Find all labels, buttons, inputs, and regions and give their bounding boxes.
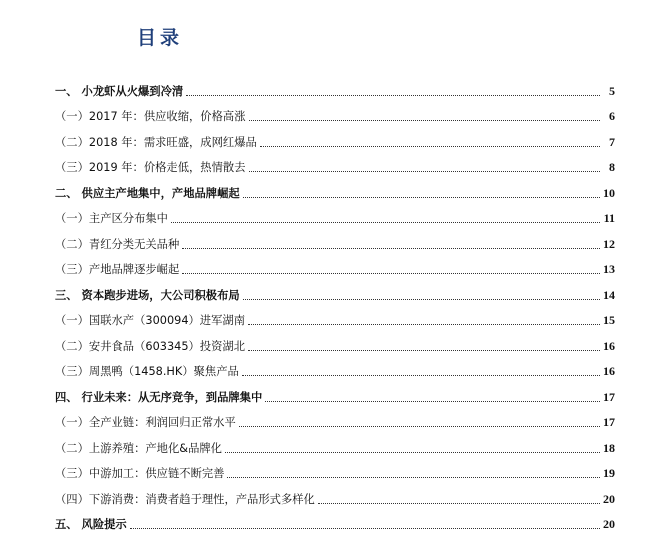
dot-leader [182,247,600,249]
toc-page-number: 7 [609,134,615,149]
toc-entry-text: （一）主产区分布集中 [55,212,168,225]
toc-section-link[interactable] [55,303,615,329]
toc-page-number: 20 [603,517,615,531]
toc-chapter-link[interactable] [55,379,615,405]
dot-leader [186,94,600,96]
toc-entry-text: （一）全产业链：利润回归正常水平 [55,416,236,429]
toc-page-number: 5 [609,83,615,98]
toc-section-link[interactable] [55,354,615,380]
toc-page-number: 11 [603,211,615,225]
dot-leader [318,502,600,504]
dot-leader [265,400,600,402]
toc-entry-text: （三）产地品牌逐步崛起 [55,263,180,276]
toc-entry-text: 一、 小龙虾从火爆到冷清 [55,84,184,98]
dot-leader [249,119,601,121]
toc-section-link[interactable] [55,226,615,252]
toc-page-number: 16 [603,338,615,353]
dot-leader [243,298,600,300]
toc-entry-text: （三）周黑鸭（1458.HK）聚焦产品 [55,365,239,378]
toc-entry-text: （三）中游加工：供应链不断完善 [55,467,225,480]
toc-page-number: 13 [603,262,615,276]
toc-section-link[interactable] [55,405,615,431]
toc-entry-text: 二、 供应主产地集中，产地品牌崛起 [55,186,240,200]
toc-page-number: 10 [603,185,615,200]
toc-entry-text: （一）2017 年：供应收缩，价格高涨 [55,110,246,123]
toc-page-number: 20 [603,491,615,506]
toc-section-link[interactable] [55,430,615,456]
dot-leader [227,476,600,478]
toc-page-number: 14 [603,287,615,302]
dot-leader [260,145,600,147]
dot-leader [239,425,600,427]
toc-chapter-link[interactable] [55,73,615,99]
toc-page-number: 12 [603,236,615,251]
toc-page-number: 19 [603,466,615,480]
toc-section-link[interactable] [55,124,615,150]
toc-section-link[interactable] [55,99,615,125]
toc-title: 目录 [136,27,183,49]
toc-entry-text: 三、 资本跑步进场，大公司积极布局 [55,288,240,302]
dot-leader [130,527,600,529]
toc-section-link[interactable] [55,252,615,278]
toc-section-link[interactable] [55,201,615,227]
toc-entry-text: （三）2019 年：价格走低，热情散去 [55,161,246,174]
toc-chapter-link[interactable] [55,175,615,201]
dot-leader [249,170,601,172]
toc-entry-text: （一）国联水产（300094）进军湖南 [55,314,245,327]
toc-entry-text: （二）上游养殖：产地化&品牌化 [55,441,222,455]
toc-entry-text: （二）青红分类无关品种 [55,237,180,251]
toc-chapter-link[interactable] [55,277,615,303]
toc-page-number: 6 [609,109,615,123]
dot-leader [225,451,600,453]
toc-entry-text: （四）下游消费：消费者趋于理性，产品形式多样化 [55,492,315,506]
dot-leader [242,374,600,376]
toc-entry-text: （二）2018 年：需求旺盛，成网红爆品 [55,135,257,149]
toc-page-number: 15 [603,313,615,327]
toc-section-link[interactable] [55,481,615,507]
toc-entry-text: 四、 行业未来：从无序竞争，到品牌集中 [55,390,263,404]
toc-section-link[interactable] [55,456,615,482]
toc-entry-text: 五、 风险提示 [55,518,127,531]
dot-leader [171,221,600,223]
toc-chapter-link[interactable] [55,507,615,533]
toc-page-number: 17 [603,415,615,429]
toc-page-number: 17 [603,389,615,404]
dot-leader [243,196,600,198]
toc-page-number: 8 [609,160,615,174]
toc-section-link[interactable] [55,328,615,354]
toc-page-number: 18 [603,440,615,455]
table-of-contents [55,73,615,532]
toc-entry-text: （二）安井食品（603345）投资湖北 [55,339,245,353]
dot-leader [182,272,600,274]
toc-page-number: 16 [603,364,615,378]
dot-leader [248,323,600,325]
dot-leader [248,349,600,351]
toc-section-link[interactable] [55,150,615,176]
